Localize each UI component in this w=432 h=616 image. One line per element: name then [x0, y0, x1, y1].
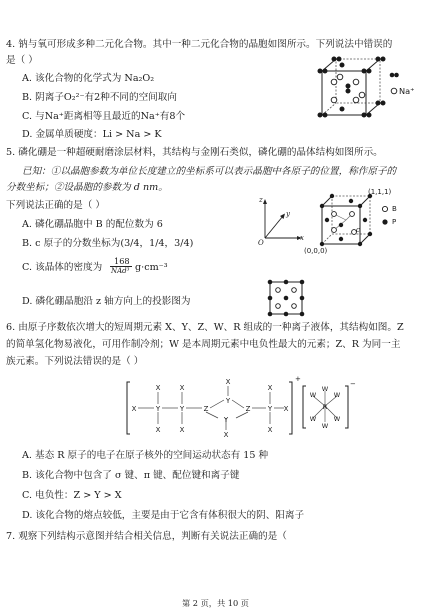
q5-legend-b: B — [392, 205, 397, 213]
q6-option-d: D. 该化合物的熔点较低，主要是由于它含有体积很大的阴、阳离子 — [22, 510, 305, 521]
svg-text:Y: Y — [155, 405, 161, 413]
svg-text:X: X — [223, 431, 229, 439]
q6-stem-line2: 的简单氢化物易液化，可用作制冷剂；W 是本周期元素中电负性最大的元素；Z、R 为同一主 — [6, 339, 401, 350]
q5-label-111: (1,1,1) — [368, 188, 392, 196]
svg-text:X: X — [267, 384, 273, 392]
q4-option-b: B. 阴离子O₂²⁻有2种不同的空间取向 — [22, 92, 177, 103]
svg-text:X: X — [179, 426, 185, 434]
q5-axis-origin-label: O — [258, 239, 264, 247]
q4-legend-na: Na⁺ — [399, 86, 415, 96]
svg-text:Y: Y — [267, 405, 273, 413]
q5-option-c-unit: g·cm⁻³ — [135, 262, 168, 273]
q5-known-line1: 已知：①以晶胞参数为单位长度建立的坐标系可以表示晶胞中各原子的位置，称作原子的 — [22, 166, 397, 177]
q5-stem-line1: 5. 磷化硼是一种超硬耐磨涂层材料，其结构与金刚石类似，磷化硼的晶体结构如图所示。 — [6, 147, 383, 158]
q5-option-c-prefix: C. 该晶体的密度为 — [22, 262, 103, 273]
svg-text:W: W — [321, 385, 329, 393]
q6-option-a: A. 基态 R 原子的电子在原子核外的空间运动状态有 15 种 — [22, 450, 269, 461]
q5-axis-x-label: x — [300, 234, 304, 242]
q4-stem-line2: 是（ ） — [6, 55, 38, 66]
svg-text:Y: Y — [179, 405, 185, 413]
q4-option-a: A. 该化合物的化学式为 Na₂O₂ — [22, 73, 155, 84]
q6-option-b: B. 该化合物中包含了 σ 键、π 键、配位键和离子键 — [22, 470, 240, 481]
svg-text:X: X — [179, 384, 185, 392]
svg-text:X: X — [283, 405, 289, 413]
q5-legend-figure — [380, 204, 390, 228]
q5-axis-y-label: y — [286, 210, 290, 218]
q5-density-denominator: NAd³ — [111, 267, 130, 275]
svg-text:W: W — [309, 415, 317, 423]
q4-stem-line1: 4. 钠与氧可形成多种二元化合物。其中一种二元化合物的晶胞如图所示。下列说法中错误的 — [6, 39, 393, 50]
svg-text:X: X — [155, 384, 161, 392]
q6-cation-structure — [126, 378, 296, 438]
q6-cation-charge: + — [295, 375, 301, 383]
q5-option-b: B. c 原子的分数坐标为(3/4，1/4，3/4) — [22, 238, 194, 249]
q5-option-d: D. 磷化硼晶胞沿 z 轴方向上的投影图为 — [22, 296, 191, 307]
q4-option-d: D. 金属单质硬度：Li > Na > K — [22, 129, 162, 140]
svg-text:Y: Y — [225, 397, 231, 405]
svg-text:W: W — [321, 422, 329, 430]
q6-anion-structure — [302, 384, 352, 430]
svg-text:Y: Y — [223, 416, 229, 424]
q6-stem-line3: 族元素。下列说法错误的是（ ） — [6, 356, 144, 367]
q5-axis-z-label: z — [259, 196, 263, 204]
q5-known-line2: 分数坐标；②设晶胞的参数为 d nm。 — [6, 182, 168, 193]
svg-text:Z: Z — [203, 405, 209, 413]
q5-ask: 下列说法正确的是（ ） — [6, 200, 105, 211]
svg-text:X: X — [131, 405, 137, 413]
q6-anion-charge: − — [350, 380, 356, 388]
svg-text:R: R — [322, 403, 328, 411]
q5-label-c: c — [356, 226, 360, 234]
q5-density-numerator: 168 — [114, 256, 130, 266]
q5-option-a: A. 磷化硼晶胞中 B 的配位数为 6 — [22, 219, 163, 230]
page-footer: 第 2 页，共 10 页 — [182, 598, 249, 608]
q5-label-000: (0,0,0) — [304, 247, 328, 255]
svg-text:X: X — [155, 426, 161, 434]
q4-option-c: C. 与Na⁺距离相等且最近的Na⁺有8个 — [22, 111, 186, 122]
q6-option-c: C. 电负性：Z > Y > X — [22, 490, 122, 501]
q7-stem: 7. 观察下列结构示意图并结合相关信息，判断有关说法正确的是（ — [6, 531, 287, 542]
svg-text:W: W — [309, 391, 317, 399]
q5-projection-figure — [266, 278, 306, 318]
q5-coordinate-axes — [255, 198, 305, 243]
q5-legend-p: P — [392, 218, 397, 226]
svg-text:Z: Z — [245, 405, 251, 413]
svg-text:X: X — [225, 378, 231, 386]
svg-text:W: W — [333, 391, 341, 399]
svg-text:W: W — [333, 415, 341, 423]
q5-bp-crystal-cell-figure — [318, 192, 378, 250]
svg-text:X: X — [267, 426, 273, 434]
q6-stem-line1: 6. 由原子序数依次增大的短周期元素 X、Y、Z、W、R 组成的一种离子液体，其结构如图。Z — [6, 322, 404, 333]
